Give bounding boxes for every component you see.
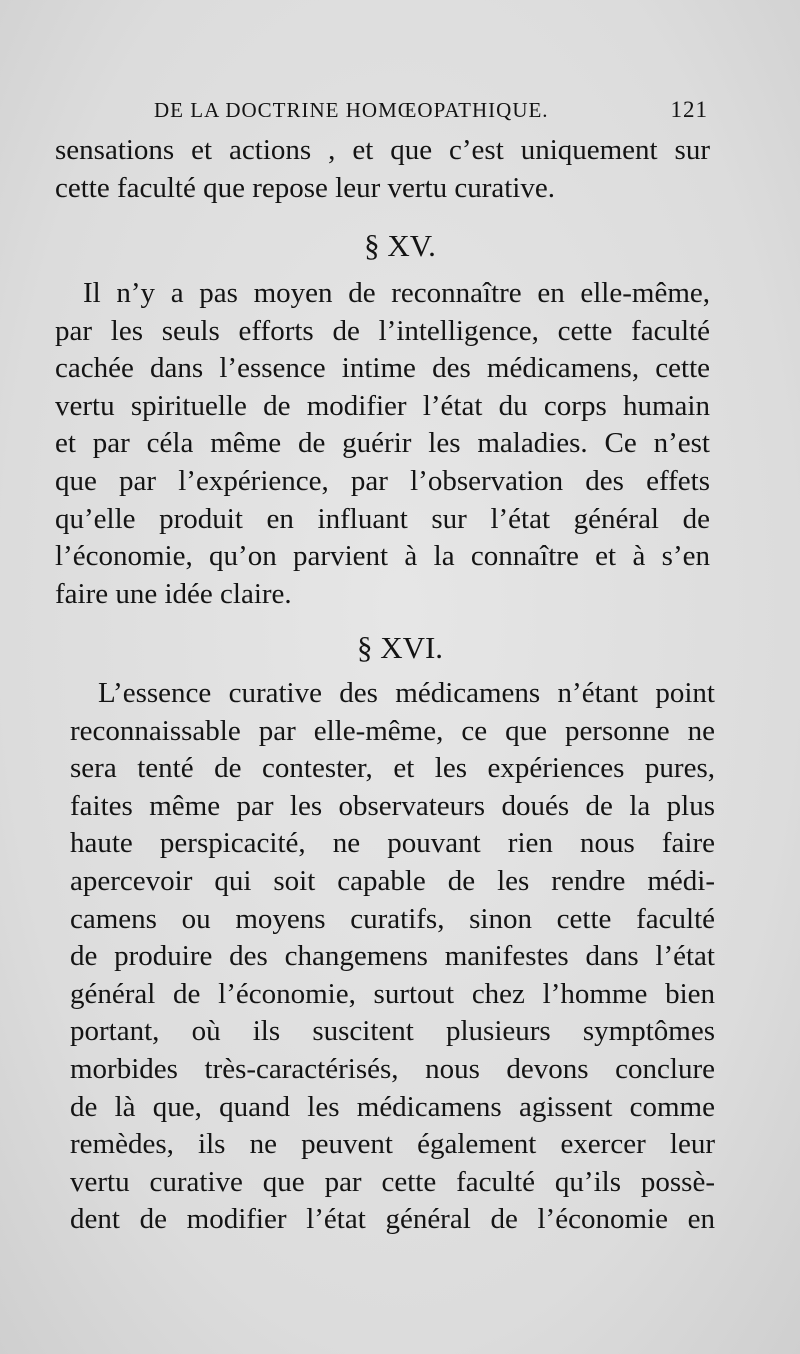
paragraph-section-xvi — [70, 675, 715, 1239]
running-head-title: DE LA DOCTRINE HOMŒOPATHIQUE. — [154, 97, 549, 122]
text-line: vertu spirituelle de modifier l’état du corps humain — [55, 389, 710, 422]
text-line: général de l’économie, surtout chez l’homme bien — [70, 977, 715, 1010]
text-line: que par l’expérience, par l’observation des effets — [55, 464, 710, 497]
text-line: sensations et actions , et que c’est uniquement sur — [55, 134, 710, 166]
section-heading-xv: § XV. — [364, 228, 436, 263]
text-line: portant, où ils suscitent plusieurs symptômes — [70, 1015, 715, 1048]
text-line: camens ou moyens curatifs, sinon cette faculté — [70, 902, 715, 935]
text-line: Il n’y a pas moyen de reconnaître en elle-même, — [83, 277, 710, 309]
paragraph-continuation — [55, 132, 710, 207]
text-line: qu’elle produit en influant sur l’état général de — [55, 502, 710, 535]
section-heading-xvi: § XVI. — [356, 630, 444, 665]
text-line: vertu curative que par cette faculté qu’ils possè- — [70, 1165, 715, 1198]
text-line: remèdes, ils ne peuvent également exercer leur — [70, 1128, 715, 1161]
text-line: et par céla même de guérir les maladies. Ce n’est — [55, 427, 710, 460]
text-line: faire une idée claire. — [55, 577, 292, 610]
text-line: l’économie, qu’on parvient à la connaître et à s’en — [55, 540, 710, 573]
paragraph-section-xv — [55, 275, 710, 613]
text-line: cachée dans l’essence intime des médicamens, cette — [55, 352, 710, 385]
text-line: apercevoir qui soit capable de les rendre médi- — [70, 864, 715, 897]
text-line: cette faculté que repose leur vertu curative. — [55, 171, 555, 204]
text-line: faites même par les observateurs doués de la plus — [70, 789, 715, 822]
text-line: morbides très-caractérisés, nous devons conclure — [70, 1052, 715, 1085]
text-line: de là que, quand les médicamens agissent comme — [70, 1090, 715, 1123]
page-number: 121 — [670, 97, 708, 122]
text-line: de produire des changemens manifestes dans l’état — [70, 940, 715, 973]
text-line: dent de modifier l’état général de l’économie en — [70, 1203, 715, 1236]
text-line: haute perspicacité, ne pouvant rien nous faire — [70, 827, 715, 860]
running-head — [150, 92, 710, 128]
text-line: par les seuls efforts de l’intelligence, cette faculté — [55, 314, 710, 347]
text-line: L’essence curative des médicamens n’étant point — [98, 677, 715, 709]
text-line: sera tenté de contester, et les expériences pures, — [70, 752, 715, 785]
text-line: reconnaissable par elle-même, ce que personne ne — [70, 714, 715, 747]
